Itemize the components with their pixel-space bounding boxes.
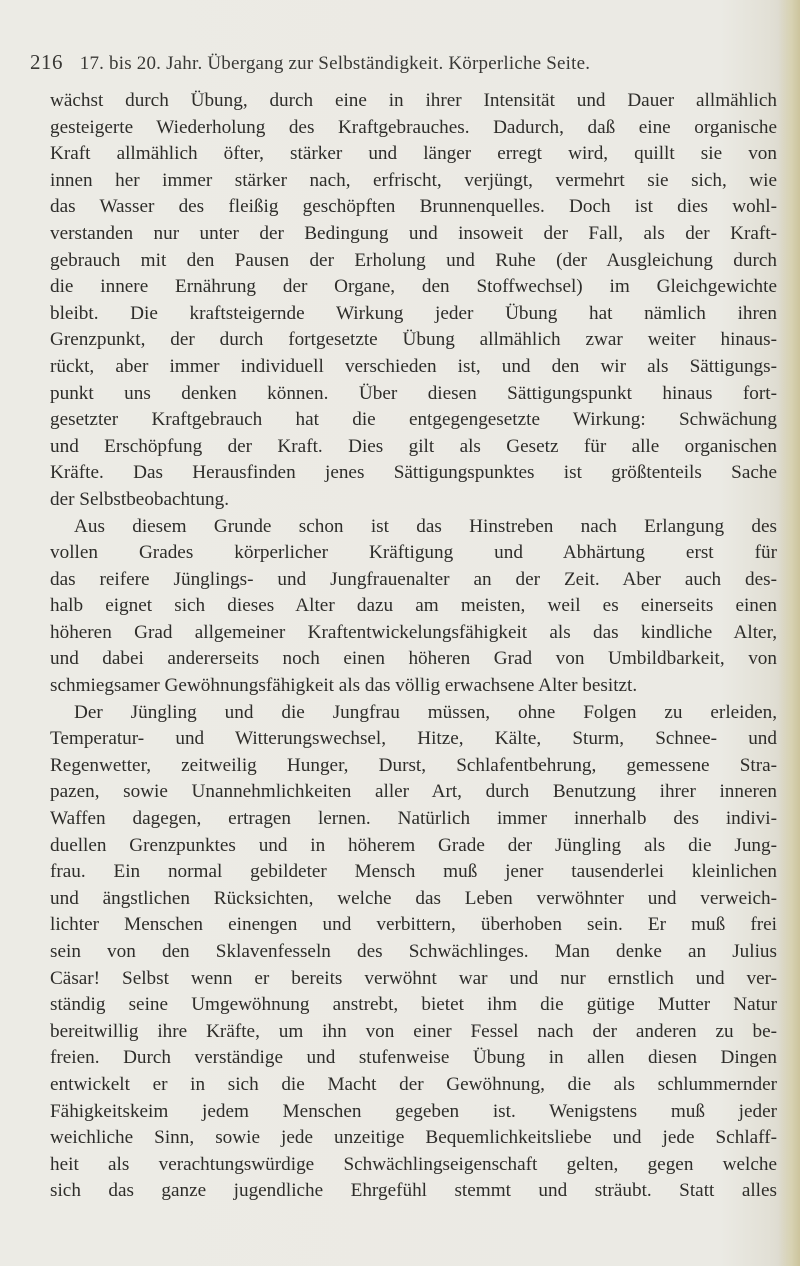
text-line: die innere Ernährung der Organe, den Stoffwechsel) im Gleichgewichte [50,276,777,298]
text-line: rückt, aber immer individuell verschieden ist, und den wir als Sättigungs- [50,355,777,377]
text-line: Kräfte. Das Herausfinden jenes Sättigungspunktes ist größtenteils Sache [50,462,777,484]
text-line: Kraft allmählich öfter, stärker und länger erregt wird, quillt sie von [50,143,777,165]
text-line: Temperatur- und Witterungswechsel, Hitze, Kälte, Sturm, Schnee- und [50,728,777,750]
body-text [50,88,777,1205]
text-line: Waffen dagegen, ertragen lernen. Natürlich immer innerhalb des indivi- [50,808,777,830]
text-line: entwickelt er in sich die Macht der Gewöhnung, die als schlummernder [50,1073,777,1095]
text-line: verstanden nur unter der Bedingung und insoweit der Fall, als der Kraft- [50,222,777,244]
text-line: lichter Menschen einengen und verbittern, überhoben sein. Er muß frei [50,914,777,936]
text-line: innen her immer stärker nach, erfrischt, verjüngt, vermehrt sie sich, wie [50,169,777,191]
text-line: sich das ganze jugendliche Ehrgefühl stemmt und sträubt. Statt alles [50,1180,777,1202]
text-line: Grenzpunkt, der durch fortgesetzte Übung allmählich zwar weiter hinaus- [50,329,777,351]
text-line: sein von den Sklavenfesseln des Schwächlinges. Man denke an Julius [50,941,777,962]
text-line: das reifere Jünglings- und Jungfrauenalter an der Zeit. Aber auch des- [50,568,777,590]
text-line: Aus diesem Grunde schon ist das Hinstreben nach Erlangung des [74,515,777,537]
text-line: freien. Durch verständige und stufenweise Übung in allen diesen Dingen [50,1047,777,1069]
text-line: Fähigkeitskeim jedem Menschen gegeben ist. Wenigstens muß jeder [50,1100,777,1122]
text-line: duellen Grenzpunktes und in höherem Grade der Jüngling als die Jung- [50,834,777,856]
text-line: der Selbstbeobachtung. [50,488,230,510]
text-line: heit als verachtungswürdige Schwächlingseigenschaft gelten, gegen welche [50,1153,777,1175]
text-line: vollen Grades körperlicher Kräftigung und Abhärtung erst für [50,542,777,564]
text-line: schmiegsamer Gewöhnungsfähigkeit als das völlig erwachsene Alter besitzt. [50,675,638,697]
text-line: und dabei andererseits noch einen höheren Grad von Umbildbarkeit, von [50,648,777,670]
text-line: Cäsar! Selbst wenn er bereits verwöhnt war und nur ernstlich und ver- [50,967,777,989]
text-line: das Wasser des fleißig geschöpften Brunnenquelles. Doch ist dies wohl- [50,196,777,218]
running-header [30,50,770,80]
text-line: pazen, sowie Unannehmlichkeiten aller Art, durch Benutzung ihrer inneren [50,781,777,803]
page-number: 216 [30,50,63,74]
text-line: frau. Ein normal gebildeter Mensch muß jener tausenderlei kleinlichen [50,861,777,883]
text-line: weichliche Sinn, sowie jede unzeitige Bequemlichkeitsliebe und jede Schlaff- [50,1127,777,1149]
text-line: Regenwetter, zeitweilig Hunger, Durst, Schlafentbehrung, gemessene Stra- [50,754,777,776]
text-line: halb eignet sich dieses Alter dazu am meisten, weil es einerseits einen [50,595,777,617]
text-line: und Erschöpfung der Kraft. Dies gilt als Gesetz für alle organischen [50,435,777,457]
text-line: gesetzter Kraftgebrauch hat die entgegengesetzte Wirkung: Schwächung [50,409,777,431]
page-edge-shading [778,0,800,1266]
text-line: ständig seine Umgewöhnung anstrebt, bietet ihm die gütige Mutter Natur [50,994,777,1016]
text-line: wächst durch Übung, durch eine in ihrer Intensität und Dauer allmählich [50,90,777,111]
text-line: bereitwillig ihre Kräfte, um ihn von einer Fessel nach der anderen zu be- [50,1020,777,1042]
text-line: bleibt. Die kraftsteigernde Wirkung jeder Übung hat nämlich ihren [50,302,777,324]
text-line: gebrauch mit den Pausen der Erholung und Ruhe (der Ausgleichung durch [50,249,777,271]
running-title: 17. bis 20. Jahr. Übergang zur Selbständigkeit. Körperliche Seite. [79,53,591,74]
text-line: höheren Grad allgemeiner Kraftentwickelungsfähigkeit als das kindliche Alter, [50,621,777,643]
text-line: Der Jüngling und die Jungfrau müssen, ohne Folgen zu erleiden, [74,701,777,723]
text-line: gesteigerte Wiederholung des Kraftgebrauches. Dadurch, daß eine organische [50,116,777,138]
text-line: punkt uns denken können. Über diesen Sättigungspunkt hinaus fort- [50,382,777,404]
text-line: und ängstlichen Rücksichten, welche das Leben verwöhnter und verweich- [50,887,777,909]
